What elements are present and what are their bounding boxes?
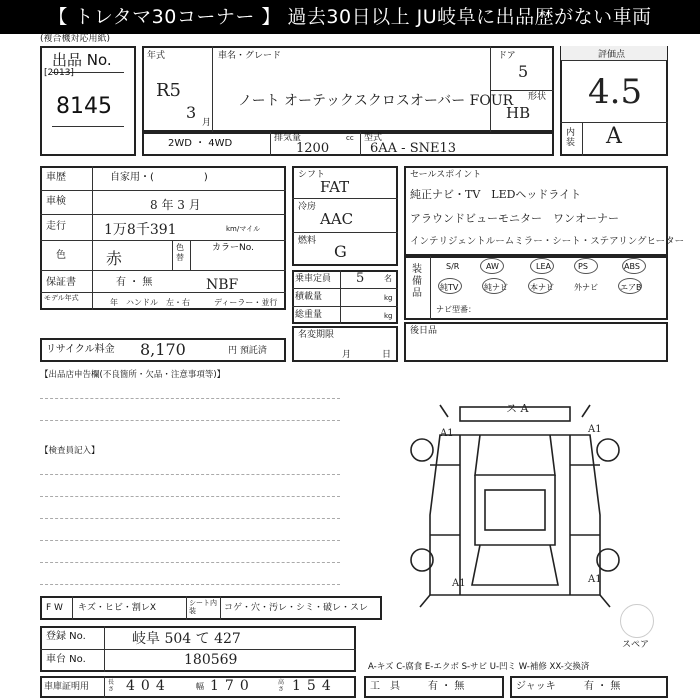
cert-len-label: 長さ: [108, 679, 115, 693]
gross-unit: kg: [384, 312, 393, 320]
recycle-label: リサイクル料金: [46, 344, 115, 355]
registration-value: 岐阜 504 て 427: [132, 631, 241, 647]
seat-items: コゲ・穴・汚レ・シミ・破レ・スレ: [224, 603, 369, 613]
reg-date-day: 日: [382, 350, 392, 360]
tools-label: 工 具: [370, 681, 400, 692]
warranty-label: 保証書: [46, 277, 76, 288]
interior-value: A: [606, 124, 622, 149]
model-year-handle: 年 ハンドル 左・右: [110, 298, 190, 307]
ac-label: 冷房: [298, 202, 317, 212]
history-label: 車歴: [46, 172, 66, 183]
interior-label: 内装: [566, 128, 576, 148]
cert-width-value: 170: [210, 678, 255, 694]
inspection-value: 8 年 3 月: [150, 198, 201, 212]
score-value: 4.5: [588, 72, 643, 112]
year-month: 3: [186, 103, 197, 122]
score-label: 評価点: [598, 50, 626, 60]
equip-airbag: エアB: [620, 283, 642, 292]
color-no-label: カラーNo.: [212, 243, 254, 253]
equip-ext-navi: 外ナビ: [574, 283, 598, 292]
seat-label: シート内装: [189, 599, 217, 615]
model-value: ノート オーテックスクロスオーバー FOUR: [238, 93, 514, 109]
sales-line1: 純正ナビ・TV LEDヘッドライト: [410, 188, 582, 201]
capacity-unit: 名: [384, 274, 392, 283]
displacement-value: 1200: [296, 141, 330, 156]
equip-aw: AW: [486, 262, 499, 271]
type-value: 6AA - SNE13: [370, 141, 457, 156]
recycle-value: 8,170: [140, 340, 186, 359]
year-era: R5: [156, 80, 182, 101]
drive-value: 2WD ・ 4WD: [168, 138, 233, 149]
reg-date-label: 名変期限: [298, 330, 335, 340]
equip-tv: 純TV: [440, 283, 459, 292]
exhibitor-label: 【出品店申告欄(不良箇所・欠品・注意事項等)】: [40, 370, 226, 380]
door-label: ドア: [498, 51, 516, 61]
tools-value: 有 ・ 無: [428, 681, 465, 692]
mileage-unit: km/マイル: [226, 225, 261, 233]
equip-ps: PS: [578, 262, 588, 271]
shape-value: HB: [506, 104, 531, 122]
equip-lea: LEA: [536, 262, 551, 271]
shape-label: 形状: [528, 92, 547, 102]
diagram-top-mark: ス A: [506, 402, 529, 415]
diagram-mark-3: A1: [452, 578, 466, 589]
navi-label: ナビ型番：: [436, 305, 476, 314]
model-year-dealer: ディーラー・並行: [214, 298, 278, 307]
year-label: 年式: [147, 51, 166, 61]
diagram-mark-4: A1: [588, 574, 602, 585]
spare-tire-icon: [620, 604, 654, 638]
lot-year-tag: [2013]: [44, 68, 74, 78]
diagram-mark-2: A1: [588, 424, 602, 435]
fw-items: キズ・ヒビ・割レX: [78, 603, 156, 613]
chassis-value: 180569: [184, 652, 238, 668]
cert-len-value: 404: [126, 678, 171, 694]
type-label: 型式: [364, 133, 383, 143]
equip-abs: ABS: [624, 262, 640, 271]
capacity-value: 5: [356, 271, 365, 286]
door-value: 5: [518, 62, 529, 81]
cert-label: 車庫証明用: [44, 682, 90, 692]
displacement-label: 排気量: [274, 133, 302, 143]
registration-label: 登録 No.: [46, 631, 86, 642]
capacity-label: 乗車定員: [295, 274, 332, 284]
model-year-label: モデル年式: [44, 294, 79, 302]
color-no-value: NBF: [206, 277, 239, 293]
banner-title: 【 トレタマ30コーナー 】 過去30日以上 JU岐阜に出品歴がない車両: [0, 0, 700, 34]
accessories-label: 後日品: [410, 326, 438, 336]
color-value: 赤: [106, 249, 123, 268]
fuel-label: 燃料: [298, 236, 317, 246]
model-label: 車名・グレード: [218, 51, 282, 61]
load-unit: kg: [384, 294, 393, 302]
sales-line2: アラウンドビューモニター ワンオーナー: [410, 212, 619, 225]
year-month-unit: 月: [202, 118, 212, 128]
recycle-unit: 円 預託済: [228, 346, 267, 356]
sheet-subtitle: (複合機対応用紙): [40, 34, 111, 44]
lot-label: 出品 No.: [52, 51, 112, 69]
jack-label: ジャッキ: [516, 681, 556, 692]
mileage-label: 走行: [46, 221, 66, 232]
fuel-value: G: [334, 242, 347, 261]
displacement-unit: cc: [346, 134, 354, 142]
equip-navi: 純ナビ: [484, 283, 508, 292]
shift-label: シフト: [298, 170, 326, 180]
fw-label: F W: [46, 603, 63, 613]
gross-label: 総重量: [295, 310, 323, 320]
repaint-label: 色替: [176, 243, 184, 262]
equipment-label: 装備品: [412, 264, 422, 299]
load-label: 積載量: [295, 292, 323, 302]
cert-height-label: 高さ: [278, 679, 285, 693]
inspector-label: 【検査員記入】: [40, 446, 100, 456]
defect-legend: A-キズ C-腐食 E-エクボ S-サビ U-凹ミ W-補修 XX-交換済: [368, 662, 590, 672]
chassis-label: 車台 No.: [46, 654, 86, 665]
cert-width-label: 幅: [196, 682, 204, 691]
equip-sr: S/R: [446, 262, 460, 271]
cert-height-value: 154: [292, 678, 337, 694]
equip-hon-navi: 本ナビ: [530, 283, 554, 292]
history-value: 自家用・( ): [110, 172, 208, 183]
inspection-label: 車検: [46, 196, 66, 207]
ac-value: AAC: [320, 210, 354, 228]
mileage-value: 1万8千391: [104, 222, 177, 238]
color-label: 色: [56, 250, 66, 261]
sales-line3: インテリジェントルームミラー・シート・ステアリングヒーター: [410, 236, 685, 247]
diagram-mark-1: A1: [440, 428, 454, 439]
jack-value: 有 ・ 無: [584, 681, 621, 692]
accessories-box: [404, 322, 668, 362]
spare-label: スペア: [622, 640, 650, 650]
sales-label: セールスポイント: [410, 170, 482, 180]
lot-number: 8145: [56, 94, 112, 119]
reg-date-month: 月: [342, 350, 352, 360]
shift-value: FAT: [320, 178, 350, 196]
warranty-value: 有 ・ 無: [116, 277, 153, 288]
